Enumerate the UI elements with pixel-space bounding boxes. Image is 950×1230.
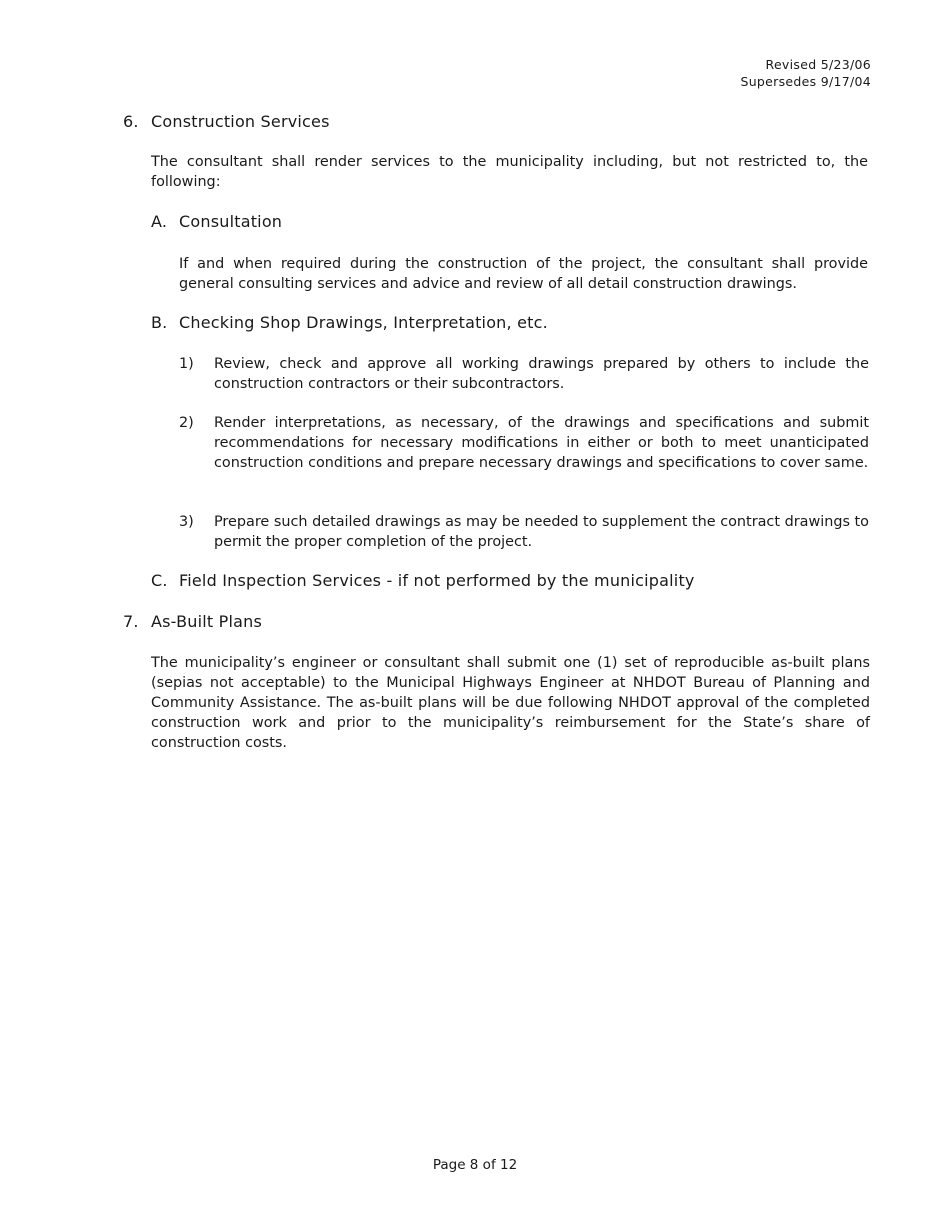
subsection-a-text: If and when required during the construction of the project, the consultant shall provide general consulting services and advice and review of all detail construction drawings. [179, 256, 868, 292]
section-7-title: As-Built Plans [151, 612, 263, 631]
supersedes-date: Supersedes 9/17/04 [740, 74, 871, 89]
item-3-text: Prepare such detailed drawings as may be needed to supplement the contract drawings to permit the proper completion of the project. [214, 514, 869, 550]
subsection-a-title: Consultation [179, 212, 283, 231]
section-7-heading [123, 612, 523, 632]
subsection-a-heading [151, 212, 551, 232]
section-6-number: 6. [123, 112, 139, 131]
section-6-heading [123, 112, 523, 132]
item-3-number: 3) [179, 514, 194, 530]
subsection-c-title: Field Inspection Services - if not performed by the municipality [179, 571, 695, 590]
section-7-text: The municipality’s engineer or consultant shall submit one (1) set of reproducible as-built plans (sepias not acceptable) to the Municipal Highways Engineer at NHDOT Bureau of Planning and Community Assistance. The as-built plans will be due following NHDOT approval of the completed construction work and prior to the municipality’s reimbursement for the State’s share of construction costs. [151, 655, 870, 751]
subsection-b-title: Checking Shop Drawings, Interpretation, etc. [179, 313, 548, 332]
section-7-number: 7. [123, 612, 139, 631]
item-1-number: 1) [179, 356, 194, 372]
section-6-intro: The consultant shall render services to the municipality including, but not restricted to, the following: [151, 154, 868, 190]
revision-header [740, 56, 871, 90]
item-1-text: Review, check and approve all working drawings prepared by others to include the construction contractors or their subcontractors. [214, 356, 869, 392]
revised-date: Revised 5/23/06 [765, 57, 871, 72]
section-6-title: Construction Services [151, 112, 330, 131]
subsection-c-letter: C. [151, 571, 168, 590]
page-number: Page 8 of 12 [432, 1157, 518, 1173]
subsection-c-heading [151, 571, 831, 591]
subsection-b-heading [151, 313, 751, 333]
item-2-number: 2) [179, 415, 194, 431]
subsection-a-letter: A. [151, 212, 168, 231]
subsection-b-letter: B. [151, 313, 168, 332]
item-2-text: Render interpretations, as necessary, of the drawings and specifications and submit recommendations for necessary modifications in either or both to meet unanticipated construction conditions and prepare necessary drawings and specifications to cover same. [214, 415, 869, 471]
